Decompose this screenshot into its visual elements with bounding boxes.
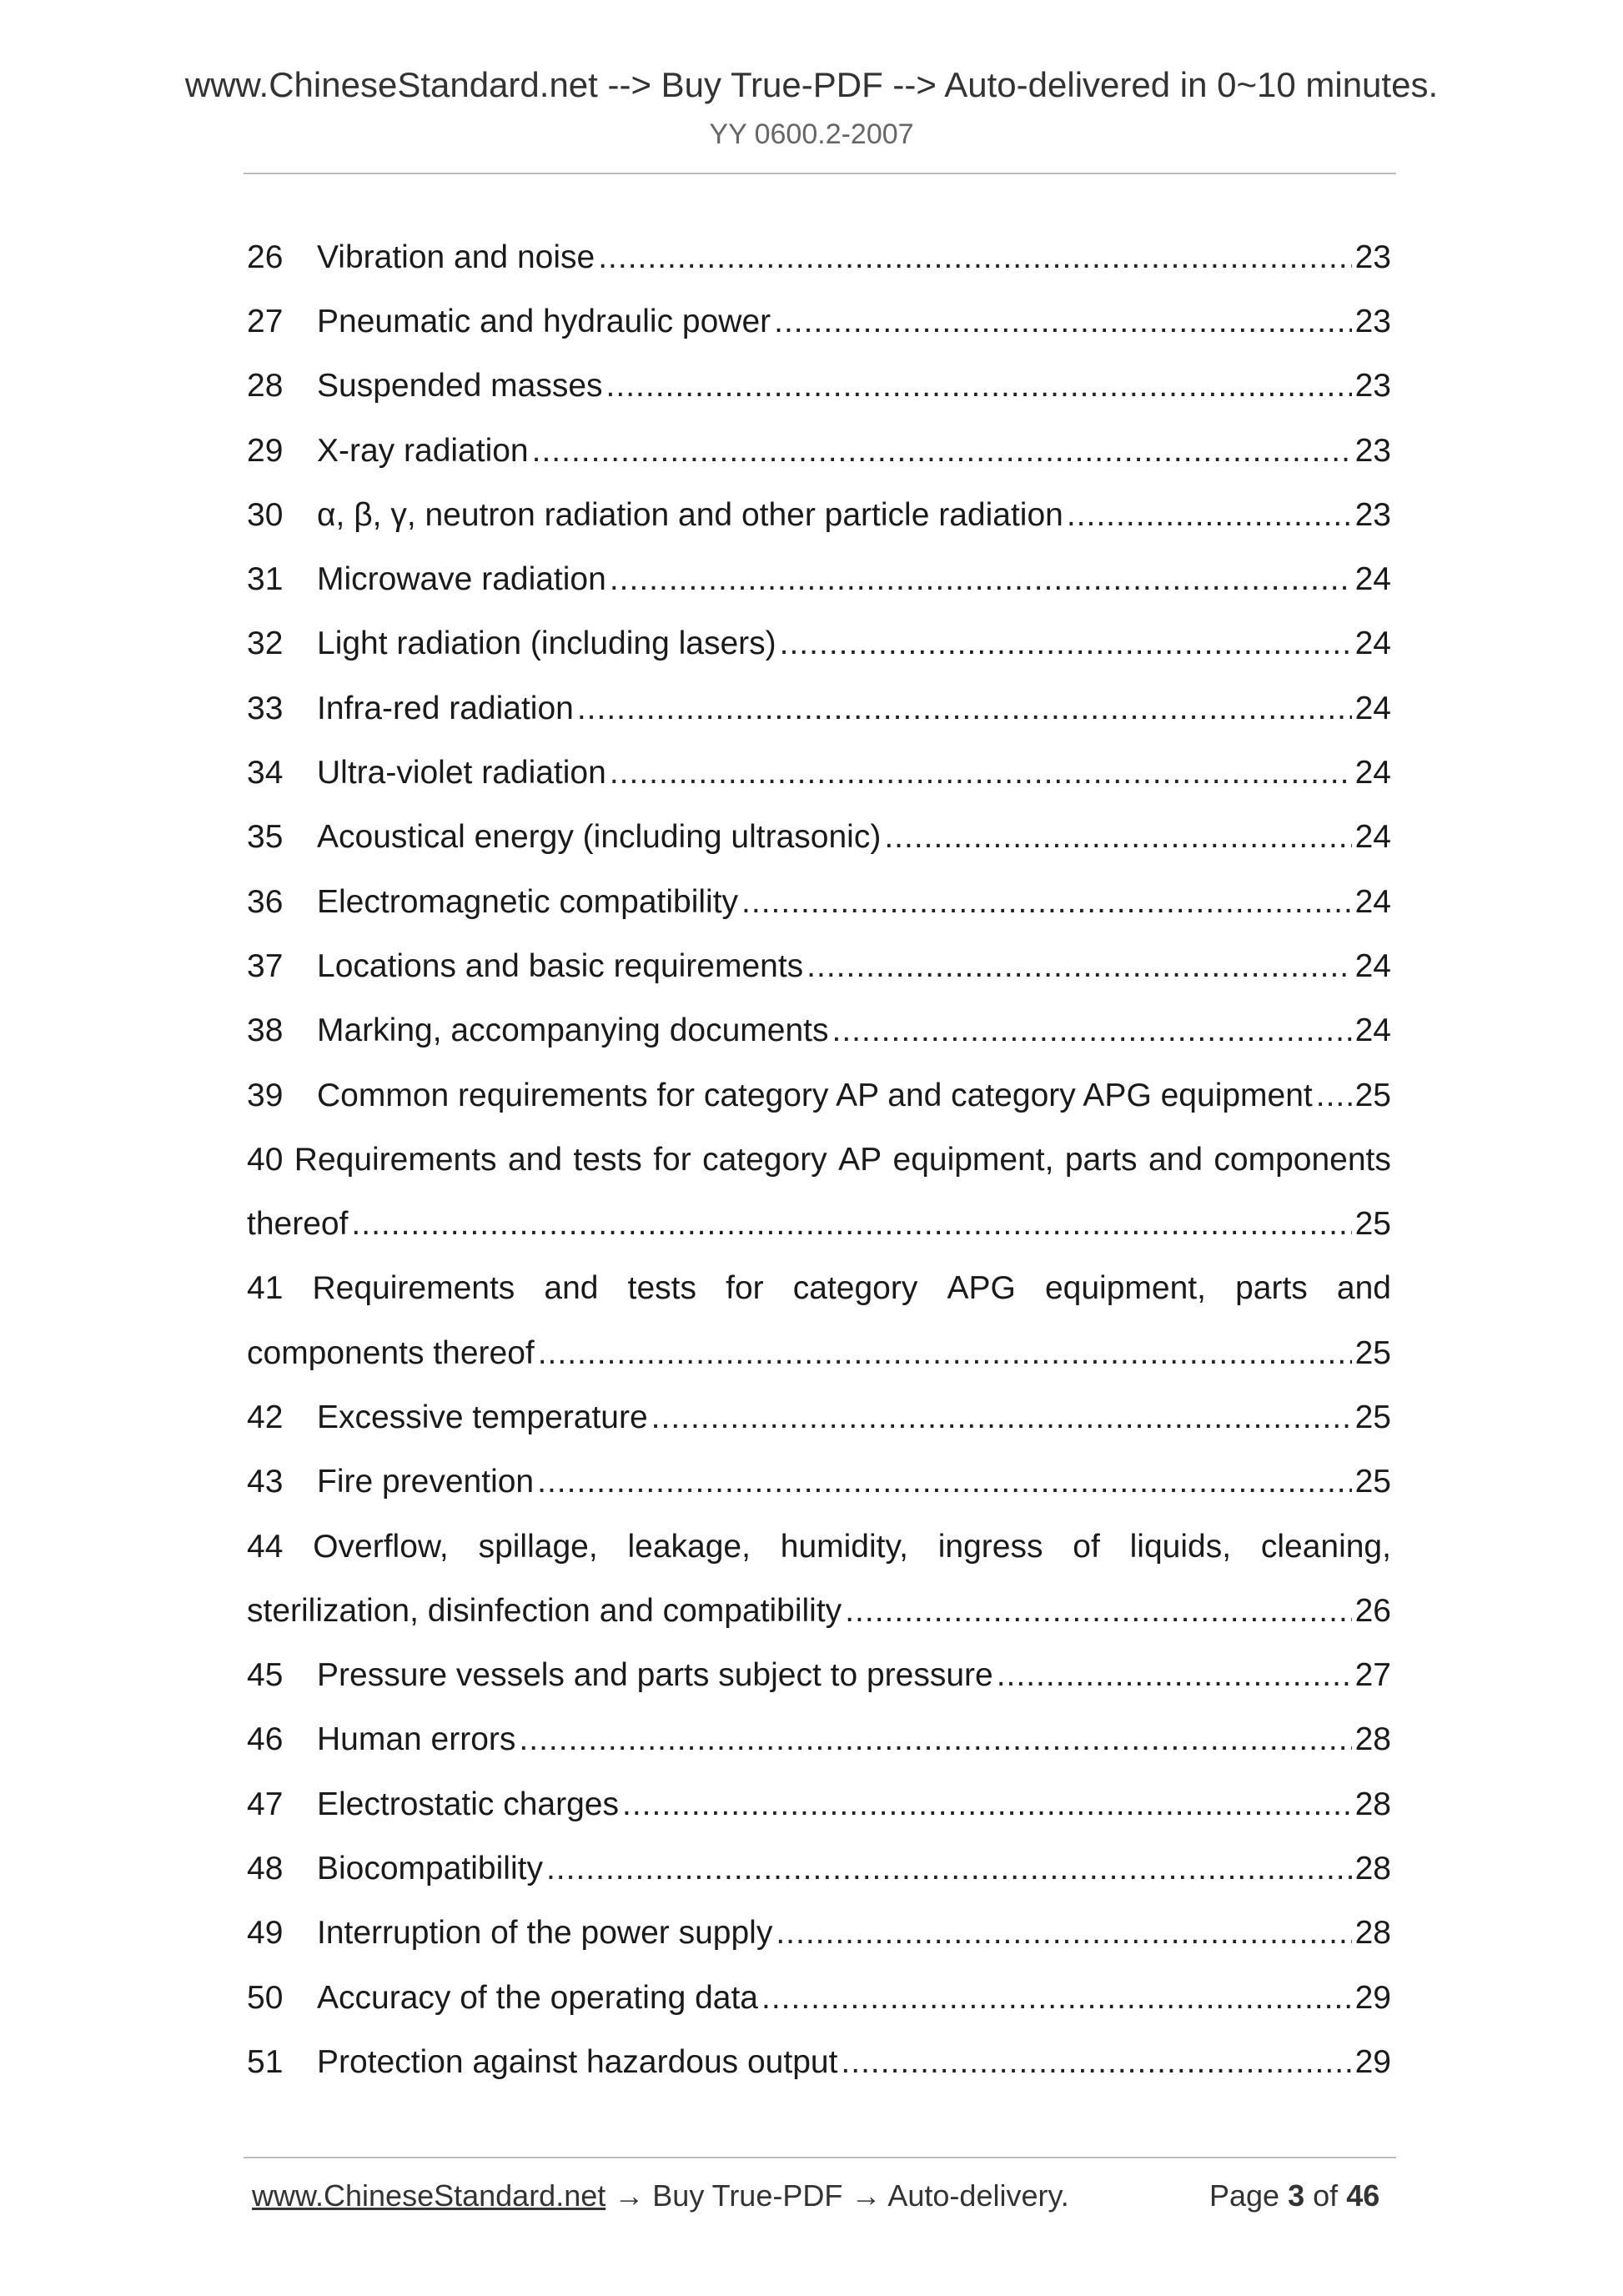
toc-entry-line — [247, 483, 1391, 547]
toc-dot-leader — [997, 1657, 1352, 1694]
toc-entry-line-2 — [247, 1579, 1391, 1643]
toc-number: 37 — [247, 947, 284, 984]
toc-title: Accuracy of the operating data — [317, 1979, 758, 2016]
toc-dot-leader — [519, 1721, 1351, 1758]
toc-number: 51 — [247, 2043, 284, 2080]
toc-title-word: category — [792, 1270, 918, 1307]
toc-title-word: equipment, — [892, 1141, 1054, 1178]
toc-dot-leader — [832, 1012, 1351, 1049]
toc-title-continued: components thereof — [247, 1334, 535, 1371]
toc-page-number: 28 — [1354, 1786, 1391, 1822]
toc-dot-leader — [1067, 497, 1352, 534]
toc-title-continued: sterilization, disinfection and compatibility — [247, 1592, 842, 1629]
toc-entry-line — [247, 1644, 1391, 1708]
arrow-icon: → — [614, 2178, 645, 2213]
toc-page-number: 25 — [1354, 1464, 1391, 1500]
toc-entry-line — [247, 676, 1391, 741]
toc-entry[interactable] — [247, 1902, 1391, 1966]
toc-number: 47 — [247, 1786, 284, 1822]
toc-page-number: 24 — [1354, 883, 1391, 920]
toc-entry[interactable] — [247, 1836, 1391, 1901]
toc-title: Microwave radiation — [317, 561, 606, 598]
toc-title: X-ray radiation — [317, 432, 529, 469]
toc-title-word: AP — [838, 1141, 882, 1178]
toc-title: Pressure vessels and parts subject to pressure — [317, 1657, 993, 1694]
toc-page-number: 23 — [1354, 432, 1391, 469]
toc-dot-leader — [845, 1593, 1351, 1630]
toc-title-word: for — [726, 1270, 764, 1307]
table-of-contents — [247, 225, 1391, 2095]
toc-title: α, β, γ, neutron radiation and other particle radiation — [317, 496, 1063, 533]
toc-entry-line — [247, 2030, 1391, 2094]
toc-entry[interactable] — [247, 870, 1391, 934]
toc-dot-leader — [351, 1206, 1351, 1243]
toc-title-word: tests — [627, 1270, 696, 1307]
toc-entry-line-2 — [247, 1321, 1391, 1385]
page-indicator — [1209, 2178, 1379, 2213]
footer-buy-text: Buy True-PDF — [652, 2178, 843, 2213]
toc-title: Protection against hazardous output — [317, 2043, 838, 2080]
toc-page-number: 23 — [1354, 496, 1391, 533]
header-divider — [244, 173, 1396, 174]
toc-title: Vibration and noise — [317, 239, 595, 275]
toc-page-number: 24 — [1354, 755, 1391, 791]
toc-entry[interactable] — [247, 1772, 1391, 1836]
toc-entry[interactable] — [247, 806, 1391, 870]
toc-entry[interactable] — [247, 999, 1391, 1063]
toc-number: 39 — [247, 1077, 284, 1113]
toc-title-word: and — [1148, 1141, 1203, 1178]
toc-title-word: and — [507, 1141, 563, 1178]
toc-number: 29 — [247, 432, 284, 469]
toc-dot-leader — [761, 1980, 1352, 2017]
toc-entry[interactable] — [247, 1385, 1391, 1449]
toc-title: Interruption of the power supply — [317, 1915, 773, 1952]
toc-entry-line-2 — [247, 1192, 1391, 1256]
toc-entry-line-1 — [247, 1515, 1391, 1579]
toc-number: 41 — [247, 1270, 284, 1307]
toc-number: 46 — [247, 1721, 284, 1758]
toc-page-number: 25 — [1354, 1399, 1391, 1435]
toc-entry[interactable] — [247, 289, 1391, 354]
toc-number: 27 — [247, 303, 284, 339]
toc-title-word: for — [653, 1141, 691, 1178]
toc-number: 32 — [247, 625, 284, 662]
toc-entry-line — [247, 1772, 1391, 1836]
toc-entry[interactable] — [247, 1644, 1391, 1708]
toc-dot-leader — [538, 1335, 1352, 1372]
toc-entry-line — [247, 1708, 1391, 1772]
toc-title-word: humidity, — [780, 1528, 908, 1565]
toc-title-word: tests — [573, 1141, 642, 1178]
toc-entry[interactable] — [247, 2030, 1391, 2094]
toc-page-number: 28 — [1354, 1851, 1391, 1887]
toc-entry-line — [247, 806, 1391, 870]
toc-title: Biocompatibility — [317, 1851, 543, 1887]
toc-entry[interactable] — [247, 741, 1391, 805]
toc-entry-line — [247, 612, 1391, 676]
toc-dot-leader — [610, 755, 1352, 791]
toc-title: Light radiation (including lasers) — [317, 625, 776, 662]
toc-title-word: liquids, — [1129, 1528, 1232, 1565]
toc-title-word: parts — [1064, 1141, 1138, 1178]
toc-entry-line — [247, 1450, 1391, 1515]
toc-entry-line-1 — [247, 1128, 1391, 1192]
toc-title-word: and — [544, 1270, 599, 1307]
toc-page-number: 26 — [1354, 1592, 1391, 1629]
toc-dot-leader — [532, 433, 1352, 470]
toc-entry-line — [247, 1902, 1391, 1966]
toc-number: 49 — [247, 1915, 284, 1952]
toc-entry[interactable] — [247, 934, 1391, 998]
toc-page-number: 24 — [1354, 819, 1391, 856]
toc-title: Electrostatic charges — [317, 1786, 619, 1822]
toc-entry[interactable] — [247, 483, 1391, 547]
toc-title-word: Overflow, — [313, 1528, 449, 1565]
toc-title-word: APG — [947, 1270, 1016, 1307]
toc-entry-line — [247, 419, 1391, 483]
toc-entry[interactable] — [247, 1450, 1391, 1515]
toc-entry[interactable] — [247, 547, 1391, 611]
toc-page-number: 25 — [1354, 1077, 1391, 1113]
footer-delivery-text: Auto-delivery. — [887, 2178, 1069, 2213]
footer-divider — [244, 2157, 1396, 2158]
toc-entry-line — [247, 289, 1391, 354]
toc-title-word: cleaning, — [1260, 1528, 1391, 1565]
toc-title: Electromagnetic compatibility — [317, 883, 739, 920]
toc-title-word: spillage, — [478, 1528, 598, 1565]
toc-number: 40 — [247, 1141, 284, 1178]
toc-dot-leader — [610, 561, 1352, 598]
toc-dot-leader — [622, 1786, 1352, 1823]
toc-entry-line — [247, 547, 1391, 611]
toc-number: 43 — [247, 1464, 284, 1500]
toc-title: Common requirements for category AP and category APG equipment — [317, 1077, 1313, 1113]
toc-title-word: equipment, — [1044, 1270, 1206, 1307]
toc-entry-line — [247, 934, 1391, 998]
toc-entry[interactable] — [247, 1257, 1391, 1386]
toc-title-word: and — [1336, 1270, 1391, 1307]
toc-page-number: 24 — [1354, 625, 1391, 662]
toc-entry[interactable] — [247, 419, 1391, 483]
toc-title: Marking, accompanying documents — [317, 1012, 829, 1049]
toc-dot-leader — [841, 2044, 1351, 2081]
toc-title: Infra-red radiation — [317, 690, 574, 726]
toc-dot-leader — [780, 625, 1352, 662]
toc-number: 36 — [247, 883, 284, 920]
toc-dot-leader — [741, 884, 1352, 921]
toc-title-word: leakage, — [627, 1528, 751, 1565]
toc-number: 42 — [247, 1399, 284, 1435]
toc-entry-line — [247, 1063, 1391, 1128]
toc-dot-leader — [806, 948, 1351, 985]
footer-left — [252, 2178, 1069, 2213]
toc-number: 28 — [247, 368, 284, 404]
toc-title: Human errors — [317, 1721, 516, 1758]
toc-entry-line-1 — [247, 1257, 1391, 1321]
toc-entry-line — [247, 741, 1391, 805]
toc-number: 45 — [247, 1657, 284, 1694]
page-of: of — [1313, 2178, 1339, 2213]
toc-dot-leader — [1316, 1078, 1352, 1114]
toc-title: Acoustical energy (including ultrasonic) — [317, 819, 882, 856]
toc-entry[interactable] — [247, 354, 1391, 419]
toc-number: 50 — [247, 1979, 284, 2016]
toc-number: 31 — [247, 561, 284, 598]
toc-page-number: 28 — [1354, 1915, 1391, 1952]
toc-page-number: 24 — [1354, 947, 1391, 984]
toc-dot-leader — [774, 304, 1351, 340]
toc-title: Excessive temperature — [317, 1399, 648, 1435]
toc-number: 34 — [247, 755, 284, 791]
toc-entry[interactable] — [247, 1128, 1391, 1257]
page-label: Page — [1209, 2178, 1280, 2213]
toc-dot-leader — [537, 1464, 1351, 1500]
page-current: 3 — [1288, 2178, 1305, 2213]
toc-entry-line — [247, 354, 1391, 419]
toc-title: Locations and basic requirements — [317, 947, 804, 984]
toc-entry-line — [247, 999, 1391, 1063]
toc-page-number: 24 — [1354, 561, 1391, 598]
toc-page-number: 24 — [1354, 1012, 1391, 1049]
toc-number: 33 — [247, 690, 284, 726]
toc-number: 48 — [247, 1851, 284, 1887]
footer-link[interactable]: www.ChineseStandard.net — [252, 2178, 606, 2213]
toc-number: 38 — [247, 1012, 284, 1049]
toc-title-word: ingress — [937, 1528, 1043, 1565]
toc-title-word: Requirements — [312, 1270, 515, 1307]
toc-page-number: 24 — [1354, 690, 1391, 726]
toc-entry[interactable] — [247, 1063, 1391, 1128]
header-banner: www.ChineseStandard.net --> Buy True-PDF --> Auto-delivered in 0~10 minutes. — [184, 65, 1439, 104]
toc-number: 35 — [247, 819, 284, 856]
toc-title-word: parts — [1235, 1270, 1308, 1307]
toc-dot-leader — [546, 1851, 1352, 1887]
toc-entry[interactable] — [247, 1708, 1391, 1772]
toc-page-number: 29 — [1354, 2043, 1391, 2080]
toc-title-word: of — [1073, 1528, 1100, 1565]
toc-entry-line — [247, 870, 1391, 934]
toc-page-number: 23 — [1354, 303, 1391, 339]
toc-title-continued: thereof — [247, 1206, 349, 1243]
arrow-icon: → — [851, 2178, 882, 2213]
toc-page-number: 23 — [1354, 239, 1391, 275]
toc-entry[interactable] — [247, 1966, 1391, 2030]
document-id: YY 0600.2-2007 — [709, 118, 914, 150]
toc-title: Pneumatic and hydraulic power — [317, 303, 771, 339]
toc-number: 26 — [247, 239, 284, 275]
toc-title: Ultra-violet radiation — [317, 755, 606, 791]
toc-number: 44 — [247, 1528, 284, 1565]
toc-dot-leader — [776, 1915, 1351, 1952]
toc-title-word: category — [702, 1141, 827, 1178]
toc-title: Fire prevention — [317, 1464, 535, 1500]
toc-page-number: 23 — [1354, 368, 1391, 404]
toc-page-number: 28 — [1354, 1721, 1391, 1758]
toc-dot-leader — [577, 691, 1352, 727]
toc-page-number: 27 — [1354, 1657, 1391, 1694]
toc-entry[interactable] — [247, 1515, 1391, 1644]
toc-entry[interactable] — [247, 612, 1391, 676]
toc-dot-leader — [884, 819, 1351, 856]
toc-dot-leader — [598, 239, 1351, 276]
toc-entry-line — [247, 225, 1391, 289]
toc-page-number: 29 — [1354, 1979, 1391, 2016]
toc-entry[interactable] — [247, 676, 1391, 741]
toc-number: 30 — [247, 496, 284, 533]
toc-dot-leader — [606, 368, 1352, 404]
toc-entry-line — [247, 1966, 1391, 2030]
toc-dot-leader — [651, 1399, 1352, 1436]
toc-page-number: 25 — [1354, 1206, 1391, 1243]
toc-title-word: components — [1213, 1141, 1391, 1178]
toc-title: Suspended masses — [317, 368, 603, 404]
toc-title-word: Requirements — [294, 1141, 497, 1178]
toc-entry-line — [247, 1836, 1391, 1901]
toc-entry[interactable] — [247, 225, 1391, 289]
page-total: 46 — [1346, 2178, 1380, 2213]
toc-entry-line — [247, 1385, 1391, 1449]
toc-page-number: 25 — [1354, 1334, 1391, 1371]
